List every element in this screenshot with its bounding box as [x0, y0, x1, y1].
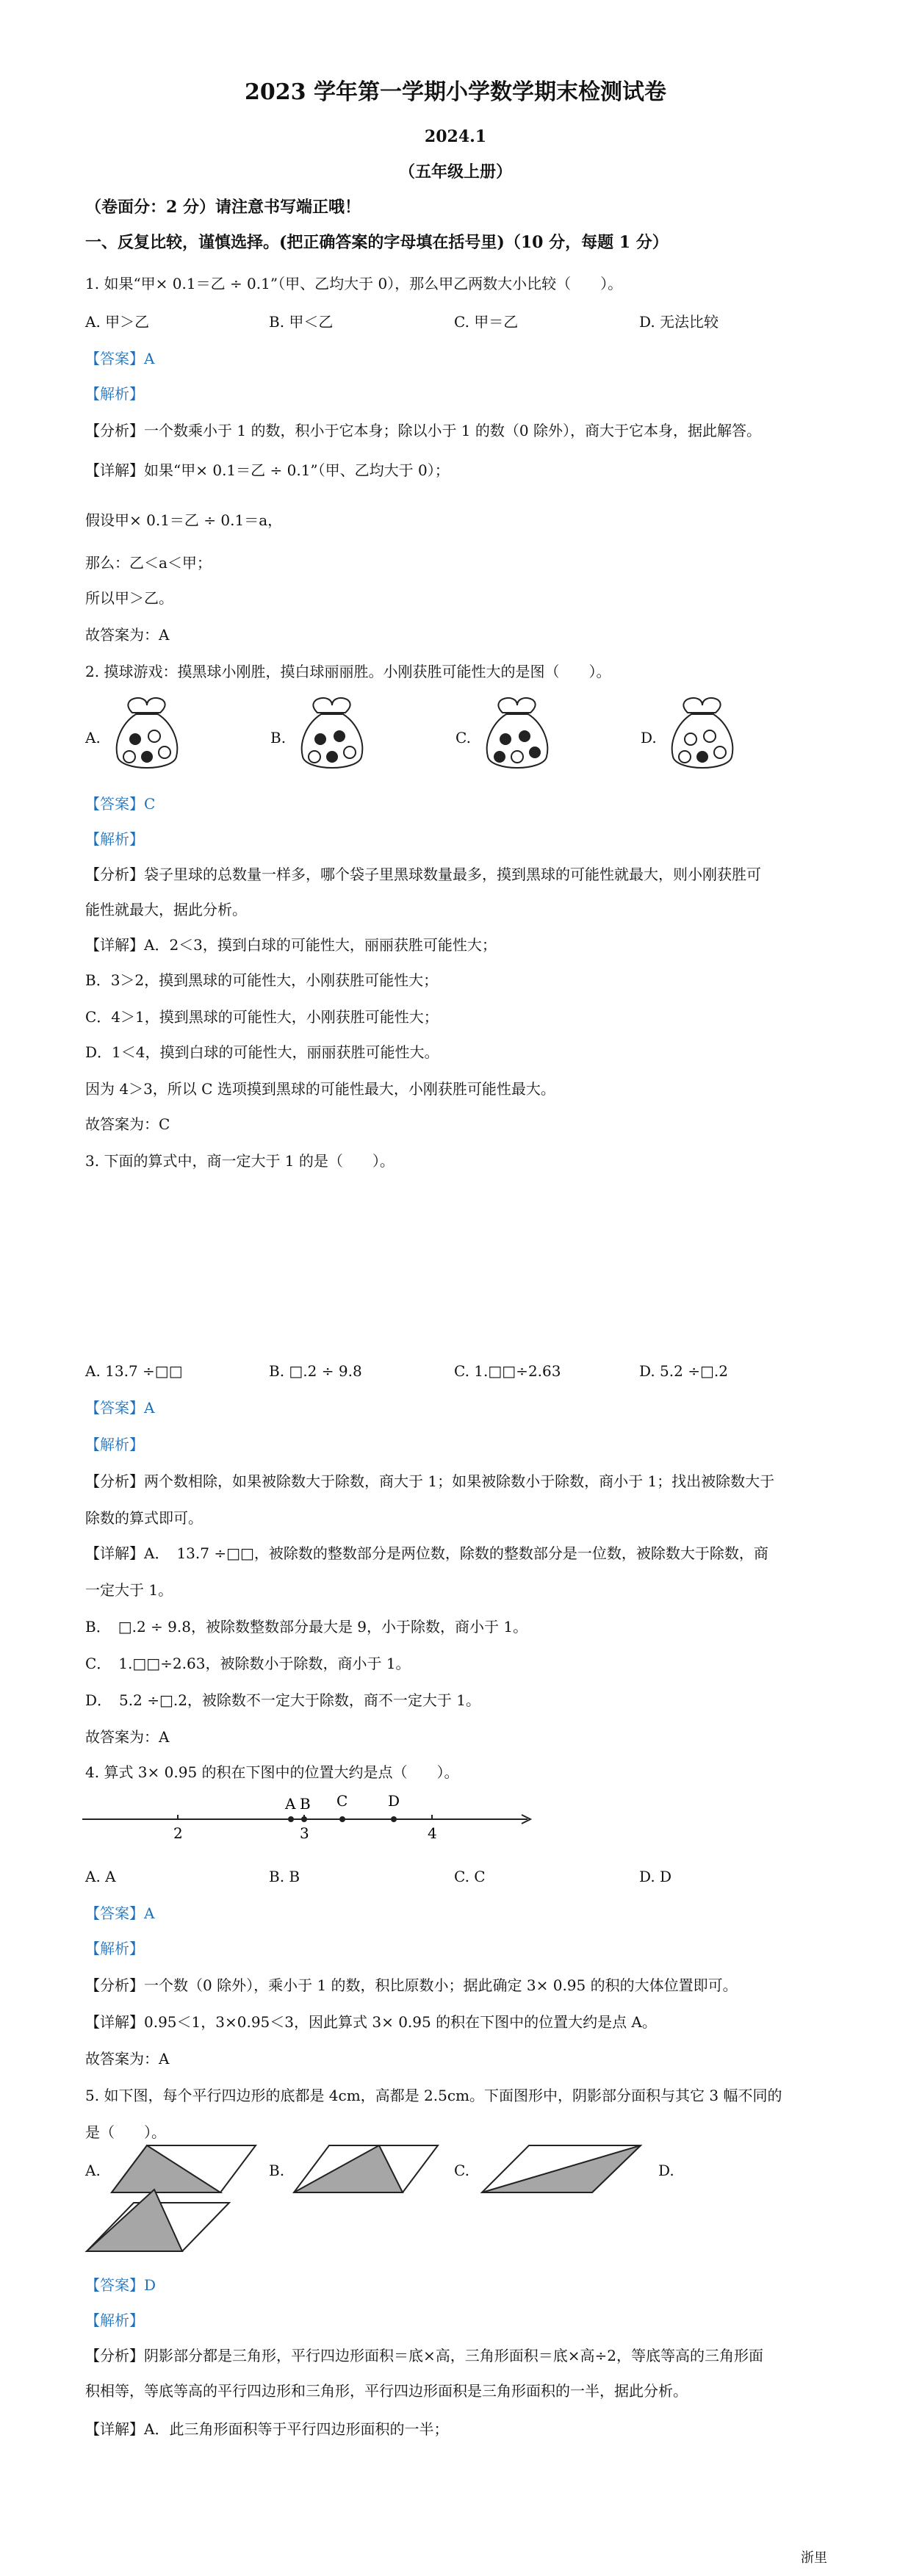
neatness-note: （卷面分：2 分）请注意书写端正哦！	[85, 198, 361, 217]
q1-option-b: B. 甲＜乙	[269, 313, 334, 331]
bag-d-figure	[658, 691, 739, 779]
q1-line: 那么：乙＜a＜甲；	[85, 554, 212, 572]
q3-line: B． □.2 ÷ 9.8，被除数整数部分最大是 9，小于除数，商小于 1。	[85, 1618, 528, 1636]
q4-option-a: A. A	[85, 1868, 116, 1885]
q3-line: D． 5.2 ÷□.2，被除数不一定大于除数，商不一定大于 1。	[85, 1691, 481, 1709]
q5-label-a: A.	[85, 2162, 101, 2179]
q3-detail: 【详解】A． 13.7 ÷□□，被除数的整数部分是两位数，除数的整数部分是一位数，被除数大于除数，商	[85, 1544, 768, 1562]
q4-stem: 4. 算式 3× 0.95 的积在下图中的位置大约是点（ ）。	[85, 1763, 459, 1781]
q3-answer: 【答案】A	[85, 1399, 155, 1417]
q5-analysis: 积相等，等底等高的平行四边形和三角形，平行四边形面积是三角形面积的一半，据此分析。	[85, 2382, 688, 2400]
exam-date: 2024.1	[424, 127, 487, 146]
q2-label-a: A.	[85, 729, 101, 746]
q4-jiexi: 【解析】	[85, 1940, 144, 1957]
q5-label-d: D.	[658, 2162, 674, 2179]
q1-detail: 【详解】如果“甲× 0.1＝乙 ÷ 0.1”（甲、乙均大于 0）；	[85, 461, 450, 479]
q2-label-c: C.	[455, 729, 471, 746]
q4-option-b: B. B	[269, 1868, 300, 1885]
q2-conclusion: 故答案为：C	[85, 1115, 170, 1133]
q5-jiexi: 【解析】	[85, 2311, 144, 2329]
tick-label: 2	[173, 1824, 183, 1842]
q1-option-c: C. 甲＝乙	[454, 313, 519, 331]
point-a	[288, 1816, 294, 1822]
point-d	[391, 1816, 397, 1822]
q5-detail: 【详解】A．此三角形面积等于平行四边形面积的一半；	[85, 2420, 449, 2438]
q2-line: 因为 4＞3，所以 C 选项摸到黑球的可能性最大，小刚获胜可能性最大。	[85, 1080, 555, 1098]
q5-stem: 5. 如下图，每个平行四边形的底都是 4cm，高都是 2.5cm。下面图形中，阴影部分面积与其它 3 幅不同的	[85, 2087, 782, 2104]
q2-stem: 2. 摸球游戏：摸黑球小刚胜，摸白球丽丽胜。小刚获胜可能性大的是图（ ）。	[85, 663, 611, 680]
bag-b-figure	[288, 691, 369, 779]
q5-answer: 【答案】D	[85, 2276, 156, 2294]
q3-jiexi: 【解析】	[85, 1436, 144, 1453]
q3-option-a: A. 13.7 ÷□□	[85, 1362, 183, 1380]
parallelogram-d-figure	[85, 2188, 232, 2254]
q1-analysis: 【分析】一个数乘小于 1 的数，积小于它本身；除以小于 1 的数（0 除外），商大于它本身，据此解答。	[85, 422, 761, 439]
q3-analysis: 除数的算式即可。	[85, 1509, 203, 1527]
point-b	[301, 1816, 307, 1822]
q1-line: 所以甲＞乙。	[85, 589, 173, 607]
q2-answer: 【答案】C	[85, 795, 156, 813]
q5-stem: 是（ ）。	[85, 2123, 166, 2141]
q4-option-c: C. C	[454, 1868, 486, 1885]
q5-label-c: C.	[454, 2162, 469, 2179]
page-title: 2023 学年第一学期小学数学期末检测试卷	[245, 79, 666, 105]
q3-analysis: 【分析】两个数相除，如果被除数大于除数，商大于 1；如果被除数小于除数，商小于 1；找出被除数大于	[85, 1472, 775, 1490]
q2-line: B．3＞2，摸到黑球的可能性大，小刚获胜可能性大；	[85, 971, 439, 989]
q5-analysis: 【分析】阴影部分都是三角形，平行四边形面积＝底×高，三角形面积＝底×高÷2，等底等高的三角形面	[85, 2347, 763, 2364]
number-line	[81, 1793, 536, 1852]
q2-line: D．1＜4，摸到白球的可能性大，丽丽获胜可能性大。	[85, 1043, 439, 1061]
q1-conclusion: 故答案为：A	[85, 626, 170, 644]
q3-option-b: B. □.2 ÷ 9.8	[269, 1362, 362, 1380]
q4-answer: 【答案】A	[85, 1904, 155, 1922]
point-c	[339, 1816, 345, 1822]
q1-option-a: A. 甲＞乙	[85, 313, 150, 331]
parallelogram-c-figure	[480, 2144, 642, 2195]
footer-mark: 浙里	[801, 2550, 827, 2566]
section-heading: 一、反复比较，谨慎选择。(把正确答案的字母填在括号里)（10 分，每题 1 分）	[85, 233, 669, 252]
point-label: A	[285, 1795, 296, 1813]
q2-analysis: 【分析】袋子里球的总数量一样多，哪个袋子里黑球数量最多，摸到黑球的可能性就最大，则小刚获胜可	[85, 866, 761, 883]
bag-c-figure	[473, 691, 554, 779]
point-label: D	[388, 1792, 400, 1810]
q3-detail: 一定大于 1。	[85, 1581, 173, 1599]
q4-analysis: 【分析】一个数（0 除外），乘小于 1 的数，积比原数小；据此确定 3× 0.95 的积的大体位置即可。	[85, 1976, 738, 1994]
q3-conclusion: 故答案为：A	[85, 1728, 170, 1746]
q4-conclusion: 故答案为：A	[85, 2050, 170, 2068]
q2-detail: 【详解】A．2＜3，摸到白球的可能性大，丽丽获胜可能性大；	[85, 936, 497, 954]
tick-label: 3	[300, 1824, 309, 1842]
q2-label-b: B.	[270, 729, 287, 746]
point-label: B	[300, 1795, 311, 1813]
q2-analysis: 能性就最大，据此分析。	[85, 901, 247, 918]
q2-line: C．4＞1，摸到黑球的可能性大，小刚获胜可能性大；	[85, 1008, 439, 1026]
q3-option-d: D. 5.2 ÷□.2	[639, 1362, 728, 1380]
q2-jiexi: 【解析】	[85, 830, 144, 848]
q2-label-d: D.	[641, 729, 657, 746]
q3-option-c: C. 1.□□÷2.63	[454, 1362, 561, 1380]
q1-jiexi: 【解析】	[85, 385, 144, 403]
tick-label: 4	[428, 1824, 437, 1842]
parallelogram-b-figure	[292, 2144, 439, 2195]
point-label: C	[336, 1792, 348, 1810]
q3-line: C． 1.□□÷2.63，被除数小于除数，商小于 1。	[85, 1655, 411, 1672]
bag-a-figure	[103, 691, 184, 779]
grade-label: （五年级上册）	[398, 162, 512, 181]
q1-option-d: D. 无法比较	[639, 313, 719, 331]
q1-stem: 1. 如果“甲× 0.1＝乙 ÷ 0.1”（甲、乙均大于 0），那么甲乙两数大小比较（ ）。	[85, 275, 623, 292]
q3-stem: 3. 下面的算式中，商一定大于 1 的是（ ）。	[85, 1152, 395, 1170]
q4-detail: 【详解】0.95＜1，3×0.95＜3，因此算式 3× 0.95 的积在下图中的位置大约是点 A。	[85, 2013, 657, 2031]
q5-label-b: B.	[269, 2162, 285, 2179]
q4-option-d: D. D	[639, 1868, 672, 1885]
q1-line: 假设甲× 0.1＝乙 ÷ 0.1＝a，	[85, 511, 283, 529]
q1-answer: 【答案】A	[85, 350, 155, 367]
